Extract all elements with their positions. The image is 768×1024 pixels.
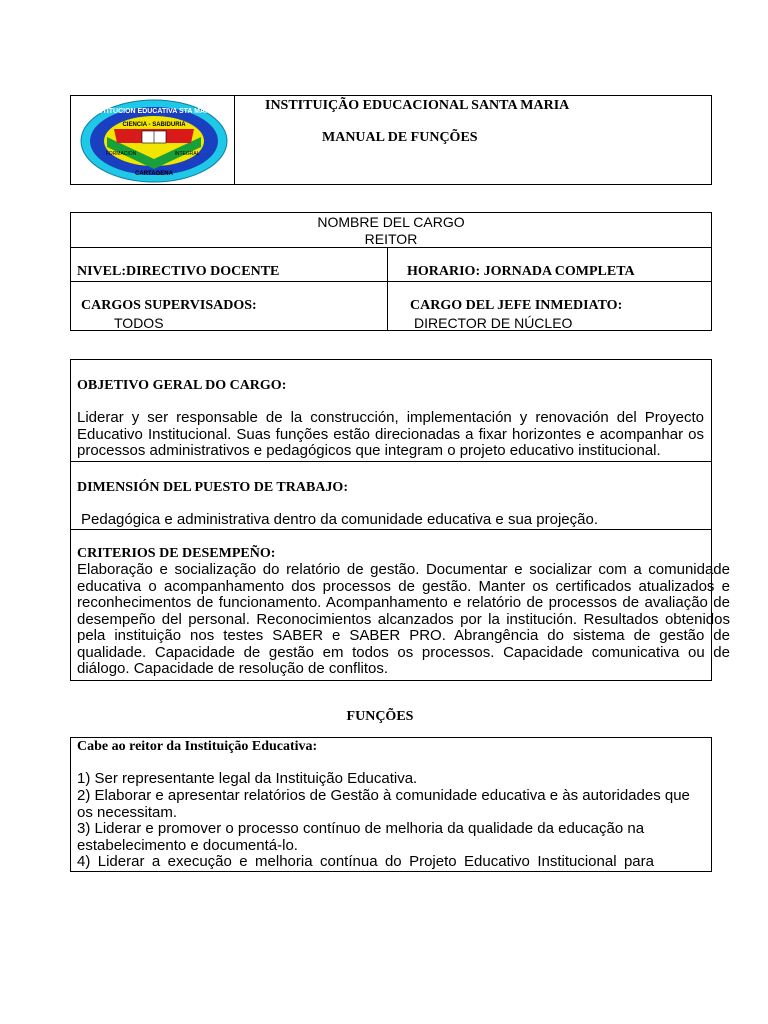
nivel-text: NIVEL:DIRECTIVO DOCENTE — [77, 264, 280, 279]
dimension-title: DIMENSIÓN DEL PUESTO DE TRABAJO: — [77, 480, 348, 495]
funcoes-intro: Cabe ao reitor da Instituição Educativa: — [77, 739, 318, 754]
funcoes-title: FUNÇÕES — [346, 709, 414, 724]
cargo-col-divider — [387, 247, 388, 331]
jefe-value: DIRECTOR DE NÚCLEO — [414, 315, 573, 331]
criterios-text: Elaboração e socialização do relatório de gestão. Documentar e socializar com a comunidade educativa o acompanhamento dos processos de gestão. Manter os certificados atualizados e reconhecimentos de funcionamento. Acompanhamento e relatório de processos de avaliação de desempeño del personal. Reconocimientos alcanzados por la institución. Resultados obtenidos pela instituição nos testes SABER e SABER PRO. Abrangência do sistema de gestão de qualidade. Capacidade de gestão em todos os processos. Capacidade comunicativa ou de diálogo. Capacidade de resolução de conflitos. — [77, 561, 730, 677]
desc-row-line-1 — [71, 461, 711, 462]
funcoes-item-2: 2) Elaborar e apresentar relatórios de Gestão à comunidade educativa e às autoridades que os necessitam. — [77, 787, 690, 821]
manual-title: MANUAL DE FUNÇÕES — [322, 130, 478, 145]
logo-right-text: INTEGRAL — [174, 151, 200, 157]
cargo-row-line-1 — [71, 247, 711, 248]
objetivo-text: Liderar y ser responsable de la construcción, implementación y renovación del Proyecto Educativo Institucional. Suas funções estão direcionadas a fixar horizontes e acompanhar os processos administrativos e pedagógicos que integram o projeto educativo institucional. — [77, 409, 704, 459]
school-logo — [79, 99, 229, 183]
horario-text: HORARIO: JORNADA COMPLETA — [407, 264, 635, 279]
description-table — [70, 359, 730, 681]
cargo-table — [70, 212, 712, 331]
supervisados-label: CARGOS SUPERVISADOS: — [81, 298, 257, 313]
logo-ring-text: INSTITUCION EDUCATIVA STA MARIA — [90, 108, 218, 115]
funcoes-item-3: 3) Liderar e promover o processo contínuo de melhoria da qualidade da educação na estabelecimento e documentá-lo. — [77, 820, 645, 854]
desc-row-line-2 — [71, 529, 711, 530]
funcoes-item-4: 4) Liderar a execução e melhoria contínua do Projeto Educativo Institucional para — [77, 853, 654, 870]
jefe-label: CARGO DEL JEFE INMEDIATO: — [410, 298, 623, 313]
institution-title: INSTITUIÇÃO EDUCACIONAL SANTA MARIA — [265, 98, 570, 113]
objetivo-title: OBJETIVO GERAL DO CARGO: — [77, 378, 287, 393]
logo-left-text: FORMACION — [105, 151, 137, 157]
dimension-text: Pedagógica e administrativa dentro da comunidade educativa e sua projeção. — [81, 511, 599, 528]
funcoes-table — [70, 737, 712, 872]
funcoes-item-1: 1) Ser representante legal da Instituição Educativa. — [77, 770, 418, 787]
logo-bottom-text: CARTAGENA — [135, 171, 173, 177]
cargo-name: REITOR — [364, 231, 418, 247]
cargo-row-line-2 — [71, 281, 711, 282]
supervisados-value: TODOS — [114, 315, 164, 331]
criterios-title: CRITERIOS DE DESEMPEÑO: — [77, 546, 276, 561]
header-divider — [234, 96, 235, 184]
cargo-label: NOMBRE DEL CARGO — [317, 214, 465, 230]
header-table — [70, 95, 712, 185]
logo-inner-text: CIENCIA - SABIDURIA — [122, 122, 186, 128]
